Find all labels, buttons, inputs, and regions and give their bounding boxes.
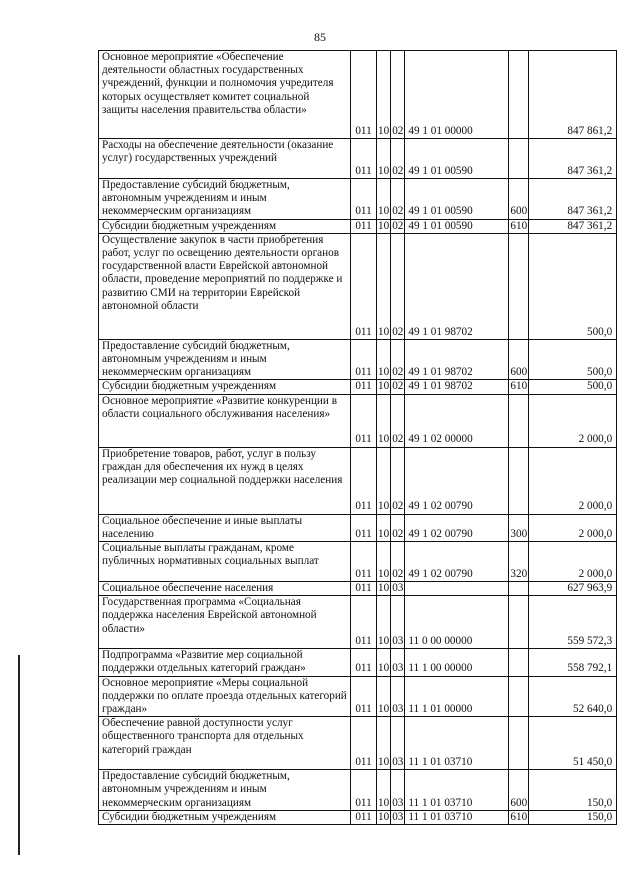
row-amount: 150,0 [529, 770, 617, 811]
row-name: Предоставление субсидий бюджетным, автономным учреждениям и иным некоммерческим организациям [99, 339, 351, 380]
row-name: Основное мероприятие «Развитие конкуренции в области социального обслуживания населения» [99, 394, 351, 447]
page-number: 85 [314, 30, 326, 44]
row-section-code: 10 [377, 770, 391, 811]
row-target-code: 11 1 01 03710 [405, 810, 509, 824]
table-row [99, 179, 617, 220]
table-row [99, 233, 617, 339]
row-amount: 627 963,9 [529, 582, 617, 596]
row-subsection-code: 03 [392, 810, 404, 823]
row-name: Осуществление закупок в части приобретения работ, услуг по освещению деятельности органов государственной власти Еврейской автономной области, проведение мероприятий по поддержке и развитию СМИ на территории Еврейской автономной области [99, 233, 351, 339]
row-target-code: 49 1 01 00590 [405, 219, 509, 233]
row-expense-type-code: 610 [510, 810, 528, 823]
row-section-code: 10 [377, 179, 391, 220]
row-name: Расходы на обеспечение деятельности (оказание услуг) государственных учреждений [99, 139, 351, 179]
table-row [99, 582, 617, 596]
row-section-code: 10 [377, 233, 391, 339]
row-amount: 2 000,0 [529, 394, 617, 447]
row-amount: 150,0 [529, 810, 617, 824]
row-name: Предоставление субсидий бюджетным, автономным учреждениям и иным некоммерческим организациям [99, 770, 351, 811]
row-target-code: 11 1 01 03710 [405, 770, 509, 811]
row-name: Социальное обеспечение и иные выплаты населению [99, 514, 351, 541]
budget-table-body [99, 51, 617, 825]
row-gov-code: 011 [351, 810, 377, 824]
row-section-code: 10 [377, 542, 391, 582]
row-name: Субсидии бюджетным учреждениям [99, 219, 351, 233]
row-expense-type-code [509, 233, 529, 339]
row-amount: 52 640,0 [529, 676, 617, 717]
row-section-code: 10 [377, 676, 391, 717]
row-amount: 847 861,2 [529, 51, 617, 139]
row-target-code: 49 1 02 00790 [405, 542, 509, 582]
row-expense-type-code [509, 51, 529, 139]
row-amount: 847 361,2 [529, 139, 617, 179]
table-row [99, 717, 617, 770]
row-gov-code: 011 [351, 447, 377, 514]
row-subsection-code: 03 [391, 596, 405, 649]
row-gov-code: 011 [351, 717, 377, 770]
row-name: Подпрограмма «Развитие мер социальной поддержки отдельных категорий граждан» [99, 649, 351, 676]
row-amount: 500,0 [529, 380, 617, 394]
row-name: Предоставление субсидий бюджетным, автономным учреждениям и иным некоммерческим организациям [99, 179, 351, 220]
row-amount: 847 361,2 [529, 179, 617, 220]
budget-table [98, 50, 617, 825]
table-row [99, 514, 617, 541]
row-expense-type-code: 600 [509, 770, 529, 811]
row-amount: 847 361,2 [529, 219, 617, 233]
row-gov-code: 011 [351, 339, 377, 380]
row-target-code: 49 1 01 00000 [405, 51, 509, 139]
row-expense-type-code [509, 582, 529, 596]
row-expense-type-code [509, 394, 529, 447]
row-subsection-code: 02 [391, 139, 405, 179]
row-target-code: 11 1 00 00000 [405, 649, 509, 676]
row-gov-code: 011 [351, 514, 377, 541]
row-target-code: 49 1 02 00000 [405, 394, 509, 447]
row-section-code: 10 [378, 219, 390, 232]
row-expense-type-code [509, 596, 529, 649]
row-section-code: 10 [377, 139, 391, 179]
row-subsection-code: 02 [391, 514, 405, 541]
table-row [99, 676, 617, 717]
row-expense-type-code: 320 [509, 542, 529, 582]
row-section-code: 10 [377, 649, 391, 676]
row-expense-type-code: 300 [509, 514, 529, 541]
row-subsection-code: 03 [391, 717, 405, 770]
row-expense-type-code: 600 [509, 179, 529, 220]
row-expense-type-code [509, 717, 529, 770]
row-amount: 2 000,0 [529, 542, 617, 582]
row-subsection-code: 02 [391, 179, 405, 220]
row-subsection-code: 02 [391, 447, 405, 514]
row-subsection-code: 03 [391, 770, 405, 811]
row-subsection-code: 02 [391, 394, 405, 447]
row-expense-type-code: 600 [509, 339, 529, 380]
row-gov-code: 011 [351, 51, 377, 139]
row-subsection-code: 03 [391, 676, 405, 717]
row-gov-code: 011 [351, 582, 377, 596]
row-target-code [405, 582, 509, 596]
row-name: Государственная программа «Социальная поддержка населения Еврейской автономной области» [99, 596, 351, 649]
row-name: Обеспечение равной доступности услуг общественного транспорта для отдельных категорий граждан [99, 717, 351, 770]
table-row [99, 219, 617, 233]
row-expense-type-code: 610 [510, 219, 528, 232]
row-gov-code: 011 [351, 233, 377, 339]
row-name: Приобретение товаров, работ, услуг в пользу граждан для обеспечения их нужд в целях реализации мер социальной поддержки населения [99, 447, 351, 514]
row-gov-code: 011 [351, 542, 377, 582]
table-row [99, 542, 617, 582]
row-subsection-code: 02 [392, 380, 404, 393]
row-target-code: 11 1 01 03710 [405, 717, 509, 770]
row-name: Социальное обеспечение населения [99, 582, 351, 596]
row-gov-code: 011 [351, 179, 377, 220]
row-target-code: 49 1 01 00590 [405, 179, 509, 220]
row-target-code: 49 1 01 98702 [405, 380, 509, 394]
table-row [99, 596, 617, 649]
table-row [99, 394, 617, 447]
row-amount: 500,0 [529, 233, 617, 339]
row-gov-code: 011 [351, 770, 377, 811]
row-gov-code: 011 [351, 219, 377, 233]
row-subsection-code: 02 [391, 51, 405, 139]
row-gov-code: 011 [351, 380, 377, 394]
row-amount: 500,0 [529, 339, 617, 380]
row-section-code: 10 [378, 380, 390, 393]
row-name: Субсидии бюджетным учреждениям [99, 810, 351, 824]
row-amount: 51 450,0 [529, 717, 617, 770]
table-row [99, 447, 617, 514]
table-row [99, 139, 617, 179]
table-row [99, 51, 617, 139]
row-section-code: 10 [377, 596, 391, 649]
row-target-code: 49 1 01 98702 [405, 339, 509, 380]
row-section-code: 10 [377, 51, 391, 139]
row-amount: 2 000,0 [529, 447, 617, 514]
row-expense-type-code [509, 447, 529, 514]
row-gov-code: 011 [351, 394, 377, 447]
row-expense-type-code [509, 649, 529, 676]
row-section-code: 10 [377, 514, 391, 541]
table-row [99, 770, 617, 811]
row-gov-code: 011 [351, 676, 377, 717]
row-target-code: 11 0 00 00000 [405, 596, 509, 649]
row-expense-type-code: 610 [510, 380, 528, 393]
table-row [99, 339, 617, 380]
row-expense-type-code [509, 139, 529, 179]
row-subsection-code: 02 [391, 542, 405, 582]
row-name: Социальные выплаты гражданам, кроме публичных нормативных социальных выплат [99, 542, 351, 582]
row-section-code: 10 [377, 394, 391, 447]
table-row [99, 649, 617, 676]
row-target-code: 49 1 02 00790 [405, 447, 509, 514]
row-target-code: 49 1 02 00790 [405, 514, 509, 541]
row-amount: 2 000,0 [529, 514, 617, 541]
row-subsection-code: 02 [392, 219, 404, 232]
row-name: Субсидии бюджетным учреждениям [99, 380, 351, 394]
scan-edge-mark [18, 655, 20, 855]
row-name: Основное мероприятие «Меры социальной поддержки по оплате проезда отдельных категорий граждан» [99, 676, 351, 717]
row-section-code: 10 [378, 582, 390, 595]
row-section-code: 10 [377, 339, 391, 380]
row-subsection-code: 03 [391, 649, 405, 676]
row-target-code: 49 1 01 00590 [405, 139, 509, 179]
row-target-code: 11 1 01 00000 [405, 676, 509, 717]
table-row [99, 810, 617, 824]
row-subsection-code: 02 [391, 339, 405, 380]
row-gov-code: 011 [351, 649, 377, 676]
row-gov-code: 011 [351, 596, 377, 649]
table-row [99, 380, 617, 394]
row-subsection-code: 03 [392, 582, 404, 595]
row-expense-type-code [509, 676, 529, 717]
row-section-code: 10 [377, 717, 391, 770]
row-name: Основное мероприятие «Обеспечение деятельности областных государственных учреждений, функции и полномочия учредителя которых осуществляет комитет социальной защиты населения правительства области» [99, 51, 351, 139]
row-section-code: 10 [378, 810, 390, 823]
row-amount: 559 572,3 [529, 596, 617, 649]
row-section-code: 10 [377, 447, 391, 514]
row-target-code: 49 1 01 98702 [405, 233, 509, 339]
row-subsection-code: 02 [391, 233, 405, 339]
row-amount: 558 792,1 [529, 649, 617, 676]
row-gov-code: 011 [351, 139, 377, 179]
